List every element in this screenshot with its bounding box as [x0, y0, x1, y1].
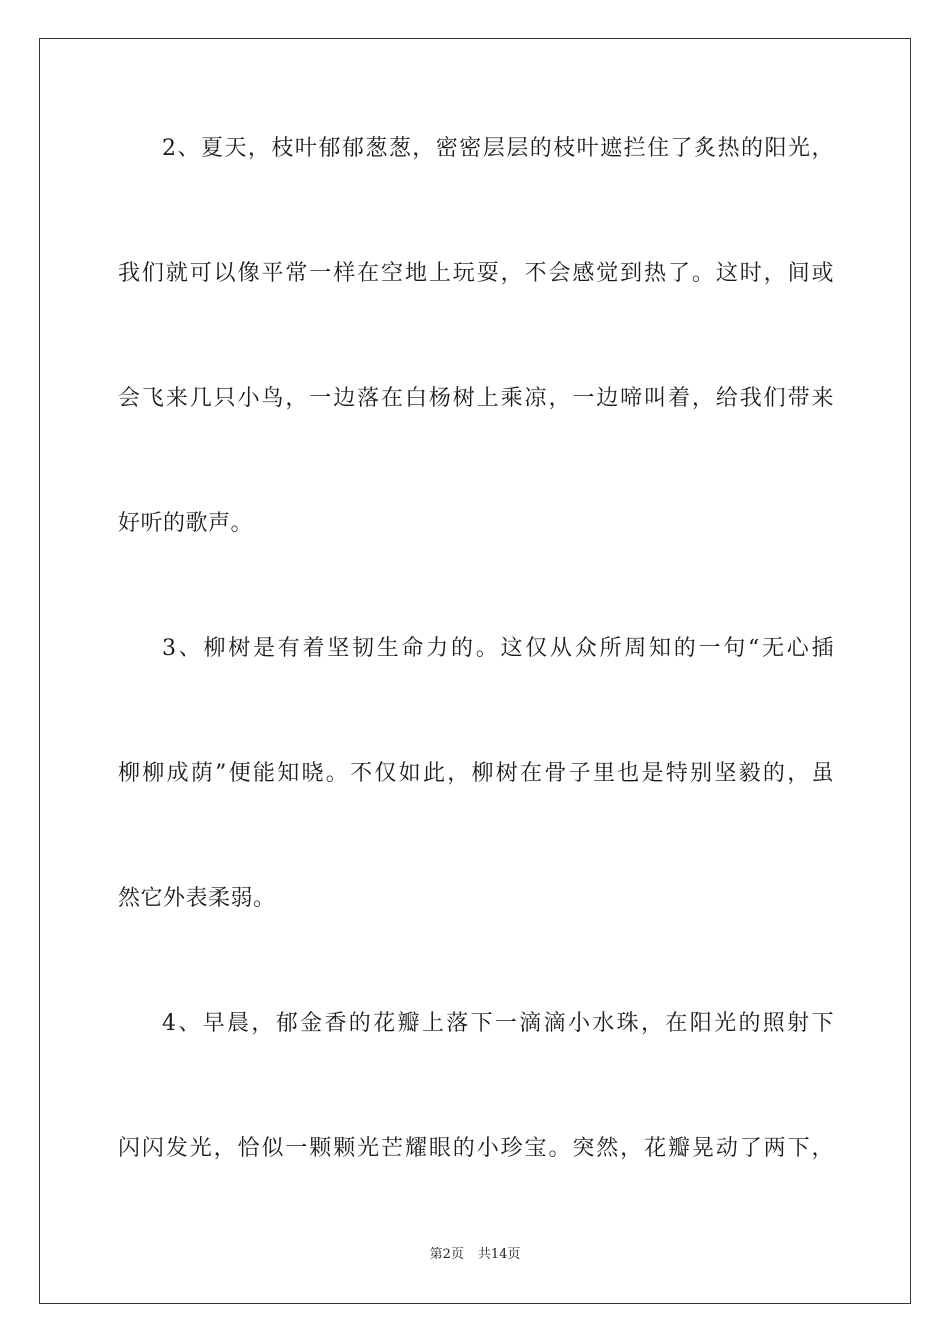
paragraph-2-line-3: 会飞来几只小鸟，一边落在白杨树上乘凉，一边啼叫着，给我们带来: [118, 386, 834, 411]
paragraph-2-line-4: 好听的歌声。: [118, 511, 254, 536]
paragraph-3-line-3: 然它外表柔弱。: [118, 886, 276, 911]
page-number: 第2页: [429, 1247, 464, 1262]
paragraph-3-line-2: 柳柳成荫”便能知晓。不仅如此，柳树在骨子里也是特别坚毅的，虽: [118, 761, 834, 786]
paragraph-4-line-2: 闪闪发光，恰似一颗颗光芒耀眼的小珍宝。突然，花瓣晃动了两下，: [118, 1136, 834, 1161]
paragraph-2-line-2: 我们就可以像平常一样在空地上玩耍，不会感觉到热了。这时，间或: [118, 261, 834, 286]
paragraph-2-line-1: 2、夏天，枝叶郁郁葱葱，密密层层的枝叶遮拦住了炙热的阳光，: [162, 136, 834, 161]
page-frame: [39, 38, 911, 1304]
total-pages: 共14页: [477, 1247, 521, 1262]
paragraph-3-line-1: 3、柳树是有着坚韧生命力的。这仅从众所周知的一句“无心插: [162, 636, 834, 661]
paragraph-4-line-1: 4、早晨，郁金香的花瓣上落下一滴滴小水珠，在阳光的照射下: [162, 1011, 834, 1036]
page-footer: [0, 1246, 950, 1264]
